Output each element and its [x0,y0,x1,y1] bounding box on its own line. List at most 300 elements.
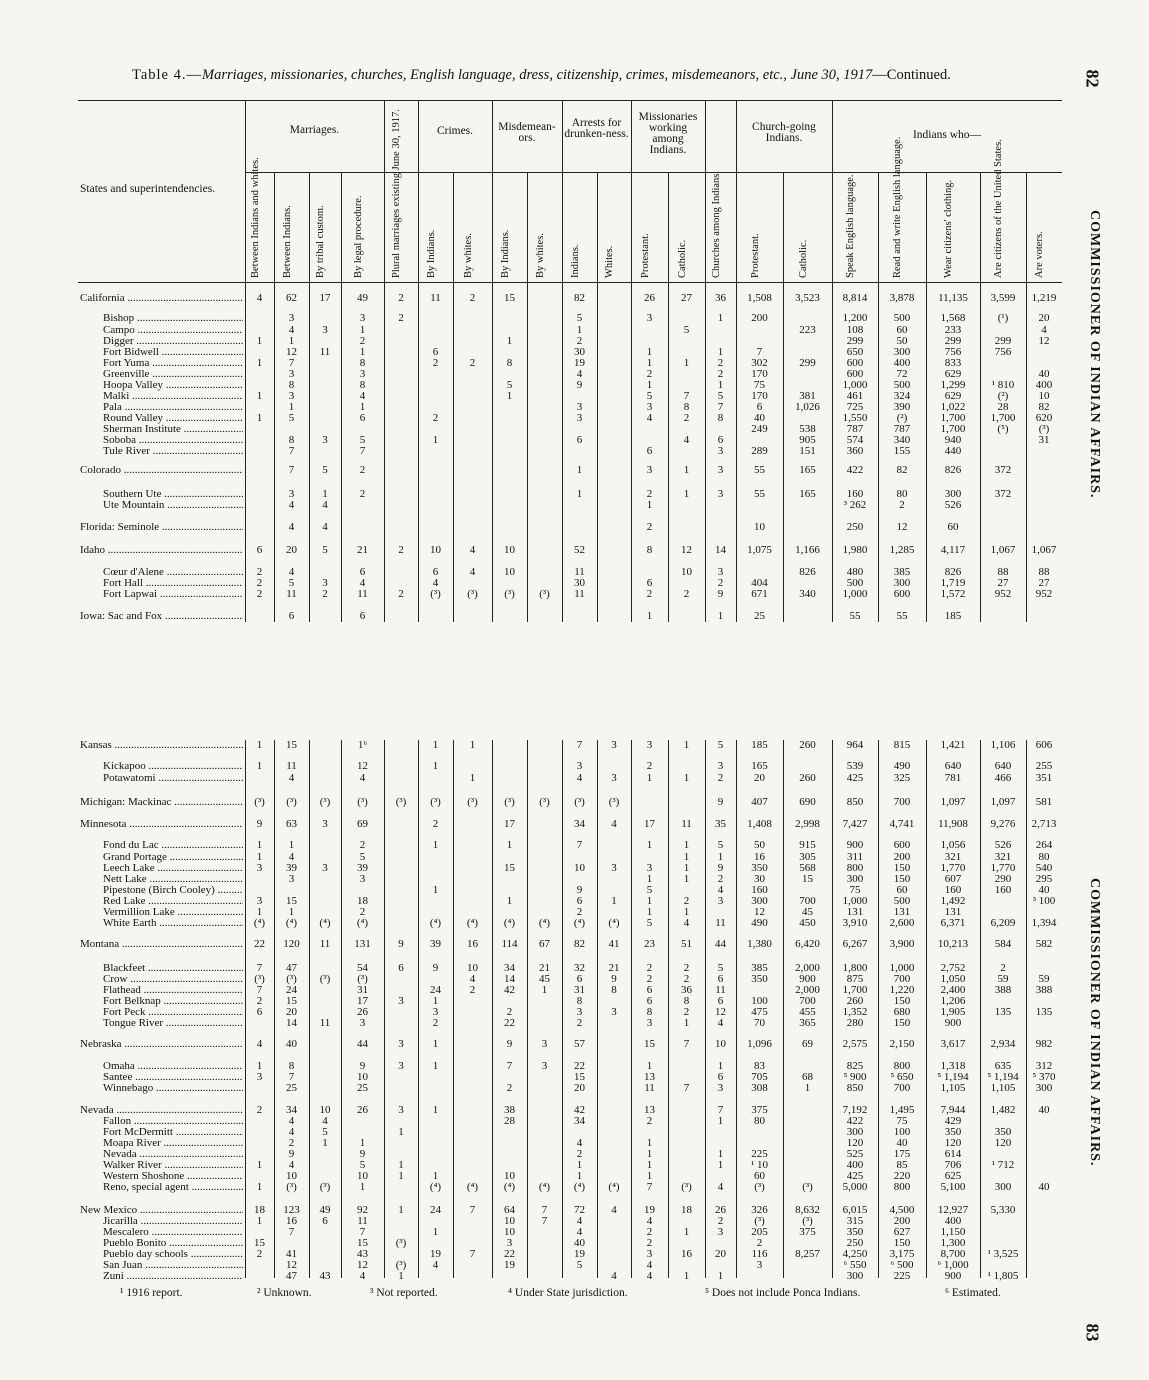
table-cell: 150 [893,995,911,1007]
table-cell: ⁵ 370 [1032,1071,1056,1083]
table-cell: 6 [646,984,653,996]
table-cell: 299 [846,335,864,347]
table-cell: 425 [846,772,864,784]
table-cell: 1 [432,760,439,772]
table-cell: 22 [574,1060,585,1072]
table-cell: 3 [717,464,724,476]
table-cell: 1 [398,1170,404,1182]
table-cell: ¹ 1,805 [987,1270,1019,1282]
table-cell: 440 [944,445,962,457]
table-cell: 1,067 [1031,544,1057,556]
table-cell: 800 [893,1060,911,1072]
row-label: Fort Hall ..... [103,577,243,589]
table-cell: ¹ 10 [750,1159,769,1171]
table-cell: 55 [849,610,861,622]
table-cell: 28 [997,401,1009,413]
table-cell: 1,000 [842,588,868,600]
table-cell: 2,000 [795,962,820,974]
table-cell: 120 [283,938,300,950]
table-cell: 3 [646,1017,653,1029]
table-cell: 8 [288,1060,295,1072]
row-label: Southern Ute ..... [103,488,243,500]
table-row-state [0,1038,1149,1050]
table-cell: 80 [1038,851,1050,863]
table-cell: 302 [751,357,768,369]
table-cell: 2 [646,588,653,600]
table-cell: 1,299 [940,379,966,391]
table-cell: 10 [681,566,692,578]
table-cell: (³) [254,973,265,985]
table-cell: 1 [432,739,439,751]
table-cell: 20 [754,772,765,784]
table-cell: 22 [504,1017,515,1029]
table-cell: (²) [896,412,908,424]
table-cell: 4 [288,566,295,578]
table-cell: 4 [469,566,476,578]
table-cell: 385 [893,566,911,578]
table-cell: 3 [541,1038,548,1050]
table-cell: 640 [994,760,1012,772]
row-label: Fort McDermitt ..... [103,1126,243,1138]
table-cell: 47 [286,962,297,974]
table-cell: 131 [944,906,962,918]
table-cell: 1 [683,839,690,851]
table-cell: 4,741 [889,818,915,830]
table-cell: 3 [398,1038,404,1050]
column-header-12: Protestant. [639,233,651,278]
table-cell: 629 [944,390,962,402]
footnotes [120,1287,1070,1301]
table-cell: 1,770 [940,862,966,874]
table-cell: 27 [681,292,692,304]
table-cell: 300 [893,577,911,589]
row-label: Pala ..... [103,401,243,413]
table-cell: 1,352 [842,1006,868,1018]
table-cell: 324 [893,390,911,402]
table-cell: 500 [846,577,864,589]
row-label: Fort Bidwell ..... [103,346,243,358]
table-cell: 388 [1035,984,1053,996]
table-row [0,1181,1149,1193]
table-cell: 40 [574,1237,585,1249]
table-cell: 568 [799,862,816,874]
table-cell: 1,380 [747,938,772,950]
table-cell: 17 [644,818,655,830]
table-cell: ⁵ 1,194 [987,1071,1019,1083]
table-cell: 2 [432,412,439,424]
column-header-9: By whites. [534,233,546,278]
table-cell: 4 [576,1137,583,1149]
table-cell: 40 [1038,368,1050,380]
table-cell: 3 [432,1006,439,1018]
table-cell: 540 [1035,862,1053,874]
table-cell: 16 [467,938,478,950]
table-cell: 8,257 [795,1248,820,1260]
table-cell: 6 [756,401,763,413]
table-cell: 9 [717,862,724,874]
table-cell: 1,572 [940,588,966,600]
table-cell: (³) [754,1181,765,1193]
table-cell: 6,209 [990,917,1016,929]
table-cell: 10 [1038,390,1050,402]
table-cell: 7 [541,1204,548,1216]
table-row [0,760,1149,772]
table-cell: ³ 262 [843,499,867,511]
table-cell: 1,220 [889,984,915,996]
table-cell: 7 [288,357,295,369]
table-cell: 9 [611,973,617,985]
table-cell: 16 [681,1248,692,1260]
row-label: Cœur d'Alene ..... [103,566,243,578]
table-cell: 4 [683,434,690,446]
table-cell: 1 [359,324,366,336]
table-cell: 9 [288,1148,295,1160]
table-cell: 4 [288,499,295,511]
row-label: Digger ..... [103,335,243,347]
table-cell: 600 [846,357,864,369]
table-cell: 3,910 [842,917,868,929]
table-cell: 1 [506,335,513,347]
table-cell: 12 [715,1006,726,1018]
table-cell: (³) [608,796,620,808]
table-cell: 28 [504,1115,515,1127]
table-cell: 160 [944,884,962,896]
table-cell: 3 [646,739,653,751]
table-cell: 1 [717,851,724,863]
table-cell: 19 [644,1204,655,1216]
table-cell: 1 [256,839,263,851]
table-cell: 300 [1035,1082,1053,1094]
table-cell: 1 [717,1060,724,1072]
table-cell: 3 [398,1060,404,1072]
table-cell: 11,908 [938,818,968,830]
group-header-4: Arrests for drunken-ness. [564,117,629,140]
table-cell: 321 [994,851,1012,863]
table-cell: 525 [846,1148,864,1160]
table-cell: 160 [846,488,864,500]
table-cell: 2 [899,499,905,511]
table-cell: 4 [322,1115,328,1127]
table-cell: 300 [994,1181,1012,1193]
table-cell: (³) [395,1259,407,1271]
table-cell: 19 [574,1248,585,1260]
table-cell: (³) [467,588,478,600]
table-cell: 2 [359,335,366,347]
group-header-7: Indians who— [912,129,982,141]
table-row [0,499,1149,511]
table-cell: 4 [288,772,295,784]
table-cell: 223 [799,324,816,336]
table-cell: 11 [574,566,585,578]
table-cell: (⁴) [538,1181,551,1193]
table-cell: 3 [506,1237,513,1249]
table-cell: 475 [751,1006,768,1018]
table-cell: 400 [1035,379,1053,391]
table-cell: 400 [893,357,911,369]
table-cell: 64 [504,1204,515,1216]
table-cell: 12 [357,760,368,772]
table-cell: 826 [944,464,962,476]
table-cell: 7 [288,1226,295,1238]
table-cell: 1,408 [747,818,772,830]
table-cell: 4 [256,1038,263,1050]
running-header-top: COMMISSIONER OF INDIAN AFFAIRS. [1087,210,1102,499]
table-cell: 3 [756,1259,763,1271]
table-cell: 10 [467,962,478,974]
table-cell: 4 [322,521,328,533]
table-cell: 1,206 [940,995,966,1007]
table-cell: 20 [286,1006,297,1018]
table-cell: 5 [683,324,690,336]
table-cell: 1,000 [889,962,915,974]
table-cell: 11 [715,984,726,996]
table-cell: (³) [357,973,368,985]
table-cell: 5 [359,1159,366,1171]
table-cell: 1,318 [940,1060,966,1072]
table-cell: 2,752 [940,962,966,974]
table-cell: ⁵ 1,194 [937,1071,969,1083]
table-cell: 31 [357,984,368,996]
table-cell: 7 [288,1071,295,1083]
table-cell: 250 [846,521,864,533]
page-number-top: 82 [1082,69,1103,88]
table-cell: 1 [576,1159,583,1171]
table-cell: (⁴) [285,917,298,929]
table-cell: 83 [754,1060,765,1072]
row-label: Tule River ..... [103,445,243,457]
table-cell: 88 [997,566,1009,578]
table-cell: 350 [994,1126,1012,1138]
table-cell: 581 [1035,796,1053,808]
table-cell: 1 [646,1159,653,1171]
table-cell: 1 [717,346,724,358]
table-cell: 2 [469,984,476,996]
table-cell: 7 [756,346,763,358]
table-cell: 2 [576,335,583,347]
column-header-1: Between Indians and whites. [249,157,261,278]
table-title-italic: Marriages, missionaries, churches, English language, dress, citizenship, crimes, misdemeanors, etc., June 30, 1917 [202,67,873,83]
table-cell: 185 [751,739,768,751]
table-cell: 11 [715,917,726,929]
states-column-header: States and superintendencies. [80,183,216,195]
row-label: Fort Belknap ..... [103,995,243,1007]
table-cell: 5 [322,1126,328,1138]
table-cell: 72 [574,1204,585,1216]
table-cell: 255 [1035,760,1053,772]
table-cell: 5 [646,884,653,896]
table-cell: 7 [288,445,295,457]
table-cell: 360 [846,445,864,457]
footnote-1: ¹ 1916 report. [120,1287,183,1299]
table-cell: 6 [576,895,583,907]
table-cell: 3 [322,862,328,874]
table-cell: 160 [751,884,768,896]
table-cell: 200 [751,312,768,324]
table-cell: 10 [286,1170,297,1182]
table-cell: 1 [398,1270,404,1282]
table-cell: 4 [646,1259,653,1271]
table-cell: 40 [896,1137,908,1149]
row-label: Michigan: Mackinac ..... [80,796,243,808]
table-cell: 1,000 [842,379,868,391]
table-cell: 4 [576,1215,583,1227]
table-cell: 4 [646,412,653,424]
table-cell: 538 [799,423,816,435]
table-cell: 964 [846,739,864,751]
table-cell: 295 [1035,873,1053,885]
table-cell: 1,700 [940,423,966,435]
table-cell: 12 [1038,335,1050,347]
table-cell: 706 [944,1159,962,1171]
table-cell: 600 [893,839,911,851]
table-cell: 69 [802,1038,813,1050]
table-cell: 350 [751,973,768,985]
row-label: Jicarilla ..... [103,1215,243,1227]
table-cell: 4 [359,772,366,784]
table-cell: 2 [646,488,653,500]
table-cell: 80 [754,1115,765,1127]
table-cell: 24 [286,984,297,996]
table-cell: 1 [322,488,328,500]
column-header-21: Are voters. [1034,231,1045,278]
table-cell: 2,713 [1031,818,1057,830]
row-label: Soboba ..... [103,434,243,446]
table-cell: 25 [286,1082,297,1094]
table-cell: 47 [286,1270,297,1282]
table-cell: 8 [646,1006,653,1018]
running-header-bottom: COMMISSIONER OF INDIAN AFFAIRS. [1087,878,1102,1167]
row-label: Potawatomi ..... [103,772,243,784]
table-cell: 607 [944,873,962,885]
table-cell: 82 [574,292,585,304]
table-cell: 3 [288,390,295,402]
table-cell: 10 [357,1170,368,1182]
table-cell: 500 [893,312,911,324]
row-label: Grand Portage ..... [103,851,243,863]
table-cell: 1⁶ [357,739,368,751]
table-cell: 4 [646,1215,653,1227]
table-cell: 31 [1038,434,1050,446]
table-cell: 1 [506,895,513,907]
table-cell: 3 [646,464,653,476]
row-label: Mescalero ..... [103,1226,243,1238]
table-cell: 11 [319,938,331,950]
table-cell: 2 [717,368,724,380]
table-cell: 11 [286,588,297,600]
table-cell: 6 [576,434,583,446]
table-cell: 875 [846,973,864,985]
table-cell: 635 [994,1060,1012,1072]
table-cell: 2 [256,566,263,578]
table-cell: 15 [357,1237,368,1249]
table-cell: (³) [504,796,515,808]
row-label: Zuni ..... [103,1270,243,1282]
table-cell: 2 [359,906,366,918]
table-cell: 4 [469,973,476,985]
table-cell: 14 [504,973,515,985]
table-cell: 40 [1038,1104,1050,1116]
table-cell: 4 [717,1181,724,1193]
table-cell: 952 [1035,588,1053,600]
table-cell: 375 [799,1226,816,1238]
table-cell: 308 [751,1082,768,1094]
table-cell: (⁴) [573,917,586,929]
table-row-state [0,739,1149,751]
table-cell: (³) [681,1181,692,1193]
table-cell: 3 [288,368,295,380]
group-header-5: Missionaries working among Indians. [638,111,698,156]
table-cell: 19 [574,357,585,369]
table-cell: 4 [432,1259,439,1271]
table-cell: 1 [256,335,263,347]
table-cell: 2 [646,521,653,533]
table-cell: 1,770 [990,862,1016,874]
table-cell: 41 [608,938,620,950]
table-cell: (⁴) [356,917,369,929]
table-cell: 315 [846,1215,864,1227]
table-cell: 54 [357,962,368,974]
row-label: Kickapoo ..... [103,760,243,772]
table-cell: 131 [846,906,864,918]
table-cell: 4 [611,818,617,830]
table-cell: 2 [359,488,366,500]
table-row [0,312,1149,324]
table-cell: 14 [286,1017,297,1029]
table-cell: 10 [357,1071,368,1083]
table-cell: 2 [576,1148,583,1160]
table-row-state [0,521,1149,533]
table-cell: 4 [256,292,263,304]
table-cell: 3 [398,995,404,1007]
table-cell: 1,022 [940,401,966,413]
row-label: Hoopa Valley ..... [103,379,243,391]
table-cell: 1 [646,895,653,907]
table-cell: 1 [359,1137,366,1149]
table-cell: 1 [506,839,513,851]
table-cell: 700 [893,1082,911,1094]
table-cell: 185 [944,610,962,622]
table-cell: 60 [754,1170,765,1182]
table-cell: 466 [994,772,1012,784]
table-cell: 4 [359,1270,366,1282]
table-cell: 2 [683,962,690,974]
table-cell: 1,200 [842,312,868,324]
table-row [0,839,1149,851]
table-cell: 300 [893,346,911,358]
table-cell: 300 [846,873,864,885]
table-cell: 2,400 [940,984,966,996]
table-cell: 7 [256,962,263,974]
row-label: Fond du Lac ..... [103,839,243,851]
table-cell: 850 [846,1082,864,1094]
row-label: Flathead ..... [103,984,243,996]
table-cell: 9 [576,884,583,896]
table-cell: 422 [846,1115,864,1127]
table-cell: 372 [994,488,1012,500]
table-cell: 3 [611,739,617,751]
table-cell: 6 [717,1071,724,1083]
table-cell: 9 [717,796,724,808]
table-cell: 1 [683,862,690,874]
table-cell: 4,250 [842,1248,868,1260]
table-cell: 4,500 [889,1204,915,1216]
table-cell: 390 [893,401,911,413]
table-cell: 1 [717,1148,724,1160]
table-cell: 5 [576,1259,583,1271]
table-cell: (³) [254,796,265,808]
table-cell: 1 [541,984,548,996]
table-cell: 18 [357,895,368,907]
